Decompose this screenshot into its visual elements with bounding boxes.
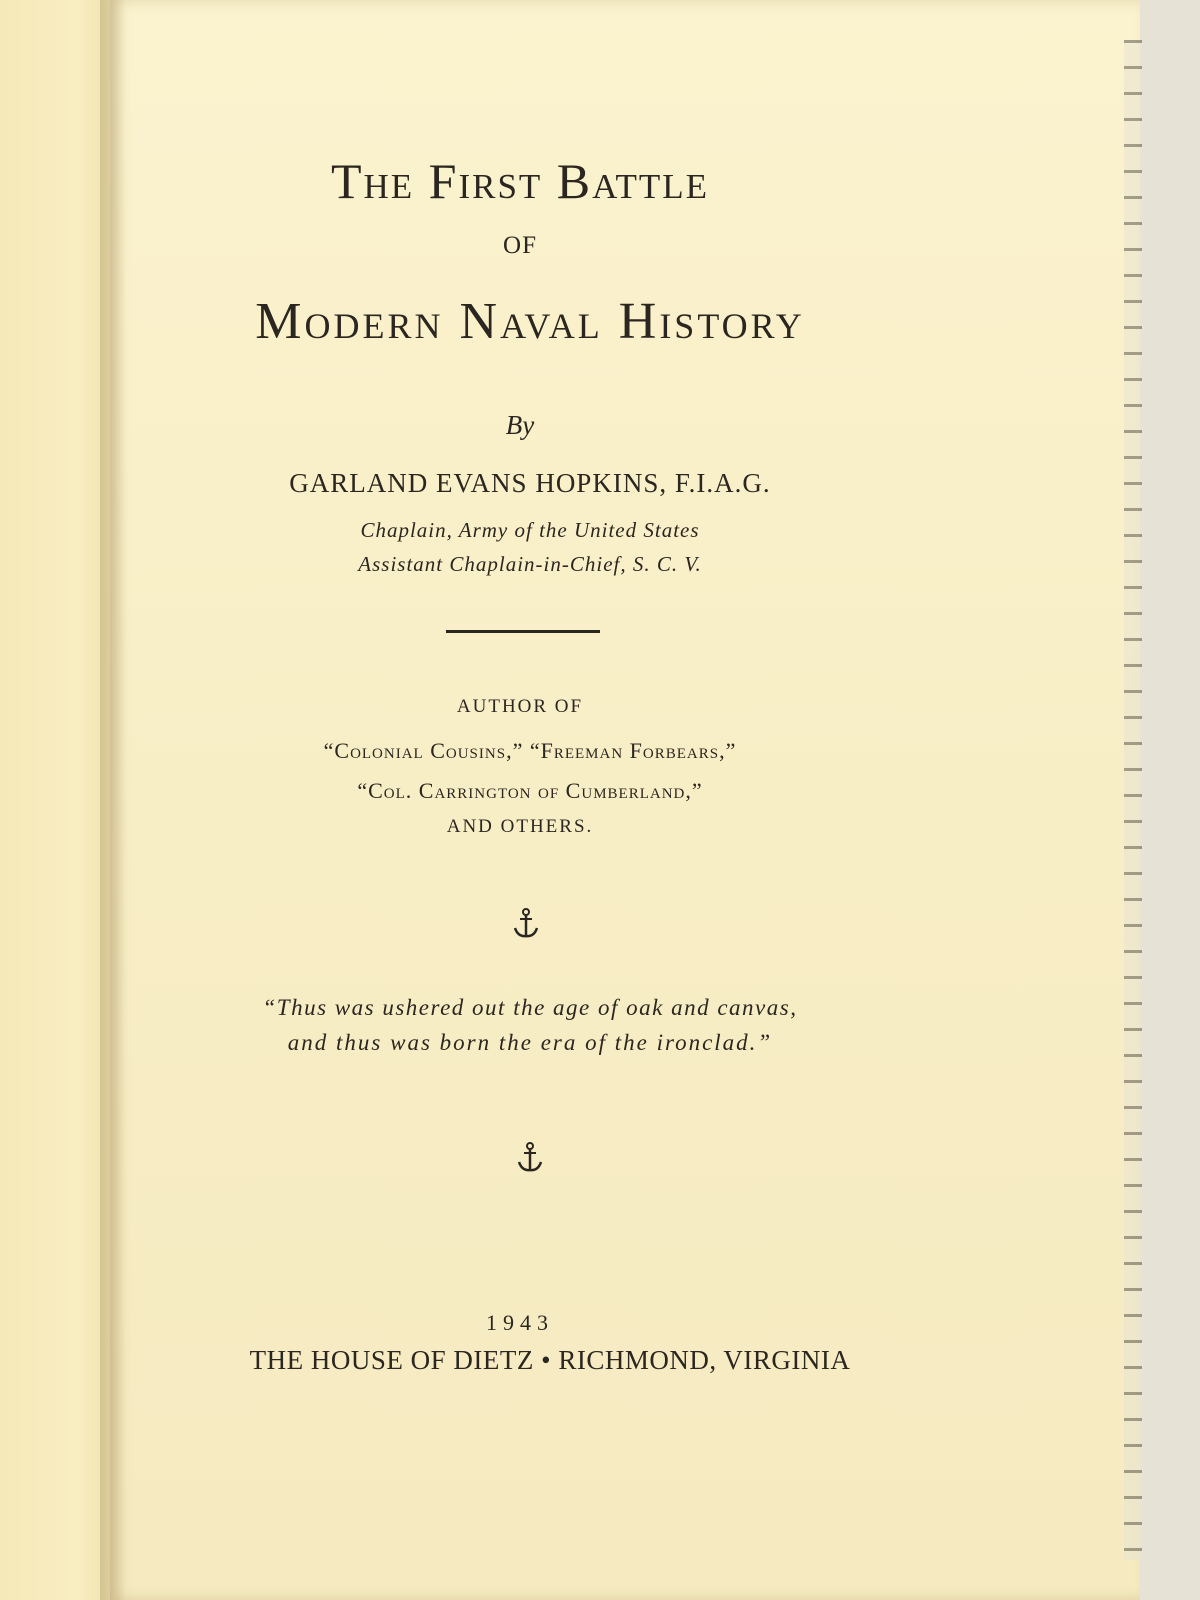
- divider-rule: [446, 630, 600, 633]
- anchor-icon: [510, 1142, 550, 1174]
- author-role-2: Assistant Chaplain-in-Chief, S. C. V.: [358, 552, 702, 576]
- gutter-shadow: [100, 0, 126, 1600]
- anchor-icon: [506, 908, 546, 940]
- works-line-2: “Col. Carrington of Cumberland,”: [357, 778, 703, 803]
- book-title-line1: The First Battle: [330, 153, 710, 209]
- facing-page: [0, 0, 114, 1600]
- by-label: By: [505, 410, 535, 440]
- deckle-edge: [1124, 40, 1142, 1560]
- background: [1140, 0, 1200, 1600]
- works-line-3: AND OTHERS.: [446, 816, 594, 837]
- author-name: GARLAND EVANS HOPKINS, F.I.A.G.: [289, 468, 771, 498]
- publisher-line: THE HOUSE OF DIETZ • RICHMOND, VIRGINIA: [249, 1345, 851, 1375]
- author-role-1: Chaplain, Army of the United States: [360, 518, 700, 542]
- publication-year: 1943: [486, 1310, 554, 1335]
- quote-line-1: “Thus was ushered out the age of oak and canvas,: [262, 995, 798, 1020]
- quote-line-2: and thus was born the era of the ironclad.”: [287, 1030, 773, 1055]
- works-line-1: “Colonial Cousins,” “Freeman Forbears,”: [323, 738, 737, 763]
- author-of-heading: AUTHOR OF: [456, 696, 584, 717]
- book-title-of: OF: [503, 232, 537, 259]
- book-title-line2: Modern Naval History: [255, 293, 805, 350]
